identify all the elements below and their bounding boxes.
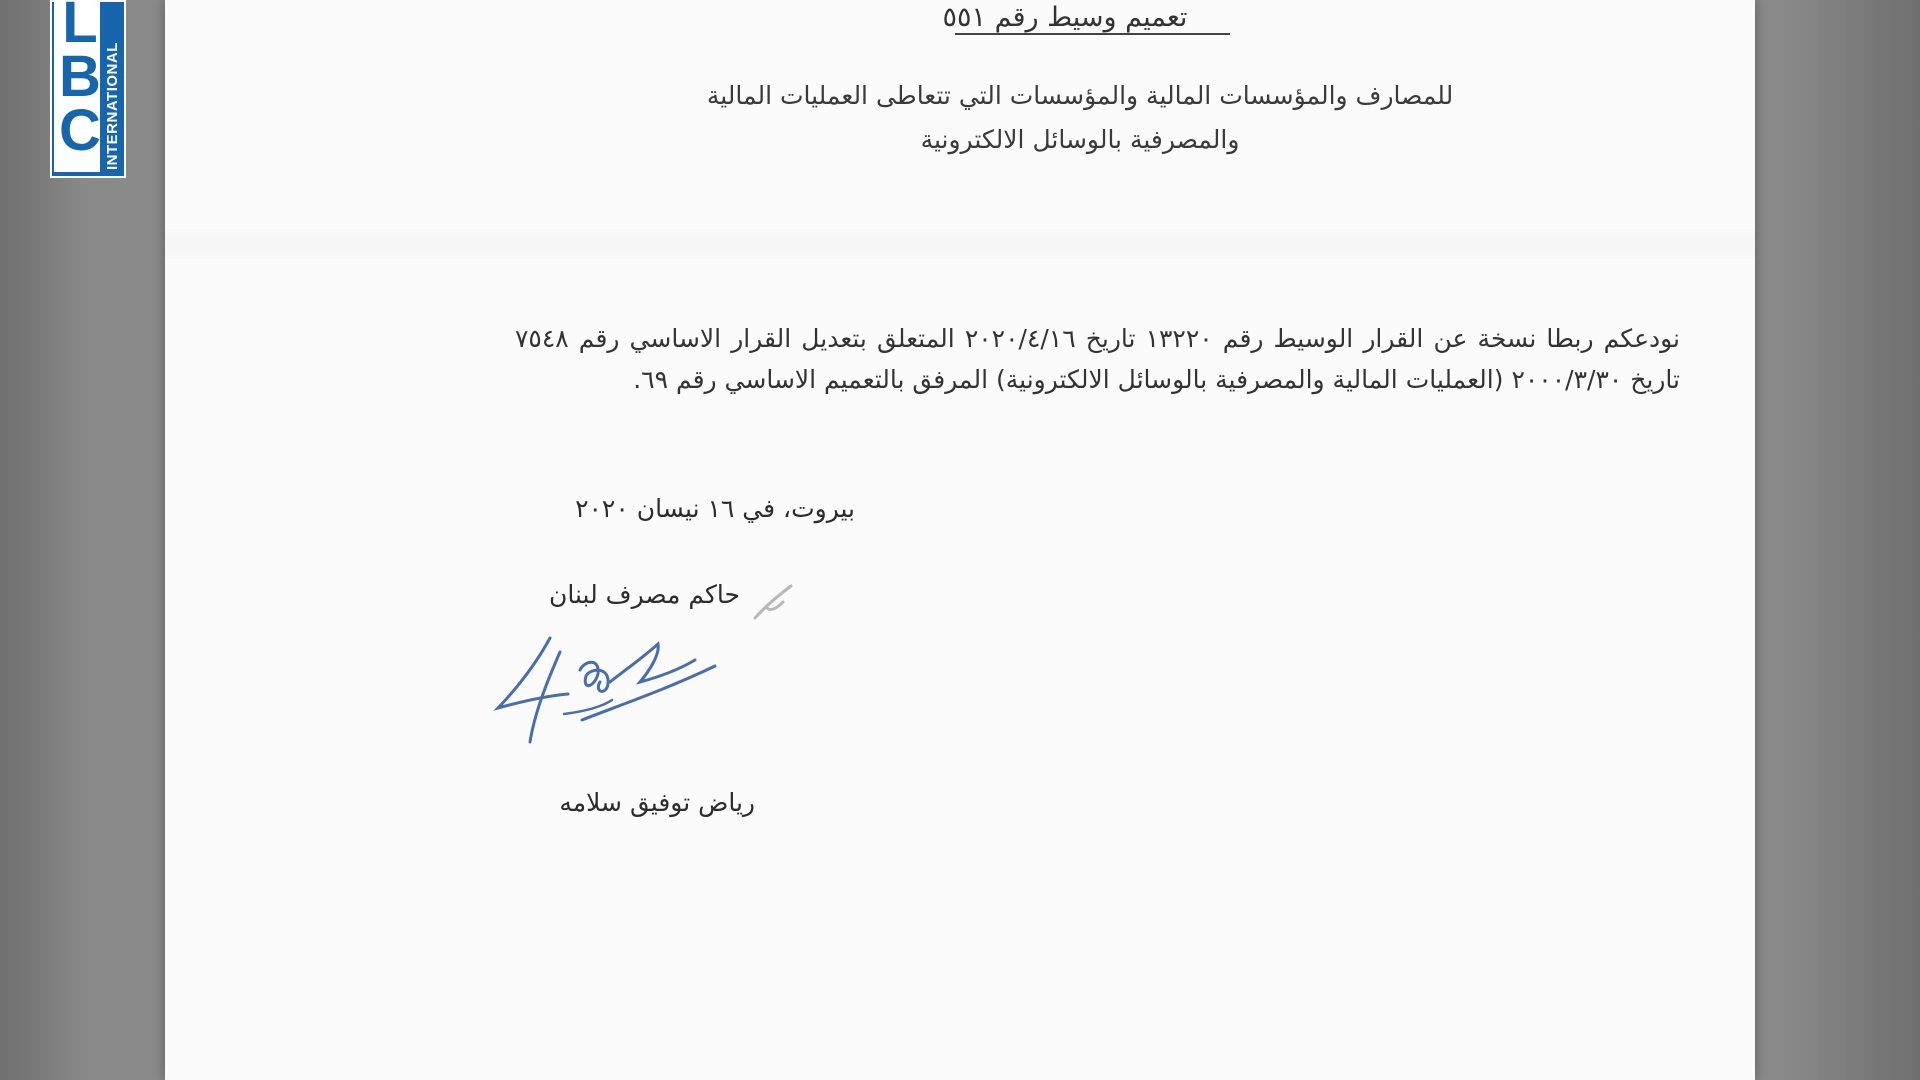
logo-letter: B	[59, 44, 101, 109]
check-mark-icon	[747, 578, 797, 628]
addressee-line: والمصرفية بالوسائل الالكترونية	[920, 125, 1240, 154]
lbc-international-logo	[50, 0, 126, 178]
logo-letter-panel	[54, 2, 100, 172]
logo-letter: L	[62, 0, 98, 55]
document-page	[165, 0, 1755, 1080]
handwritten-signature	[490, 630, 720, 750]
signer-title: حاكم مصرف لبنان	[549, 580, 740, 609]
title-underline	[955, 33, 1230, 35]
document-title: تعميم وسيط رقم ٥٥١	[942, 2, 1188, 33]
logo-letters	[58, 0, 102, 163]
addressee-line: للمصارف والمؤسسات المالية والمؤسسات التي تتعاطى العمليات المالية	[706, 81, 1454, 110]
body-paragraph: نودعكم ربطا نسخة عن القرار الوسيط رقم ١٣٢٢٠ تاريخ ٢٠٢٠/٤/١٦ المتعلق بتعديل القرار الاساسي رقم ٧٥٤٨ تاريخ ٢٠٠٠/٣/٣٠ (العمليات المالية والمصرفية بالوسائل الالكترونية) المرفق بالتعميم الاساسي رقم ٦٩.	[515, 324, 1680, 394]
signer-name: رياض توفيق سلامه	[559, 788, 755, 817]
place-date: بيروت، في ١٦ نيسان ٢٠٢٠	[575, 494, 855, 523]
logo-letter: C	[59, 98, 101, 163]
logo-side-text: INTERNATIONAL	[104, 42, 121, 170]
addressee-block	[665, 74, 1495, 162]
